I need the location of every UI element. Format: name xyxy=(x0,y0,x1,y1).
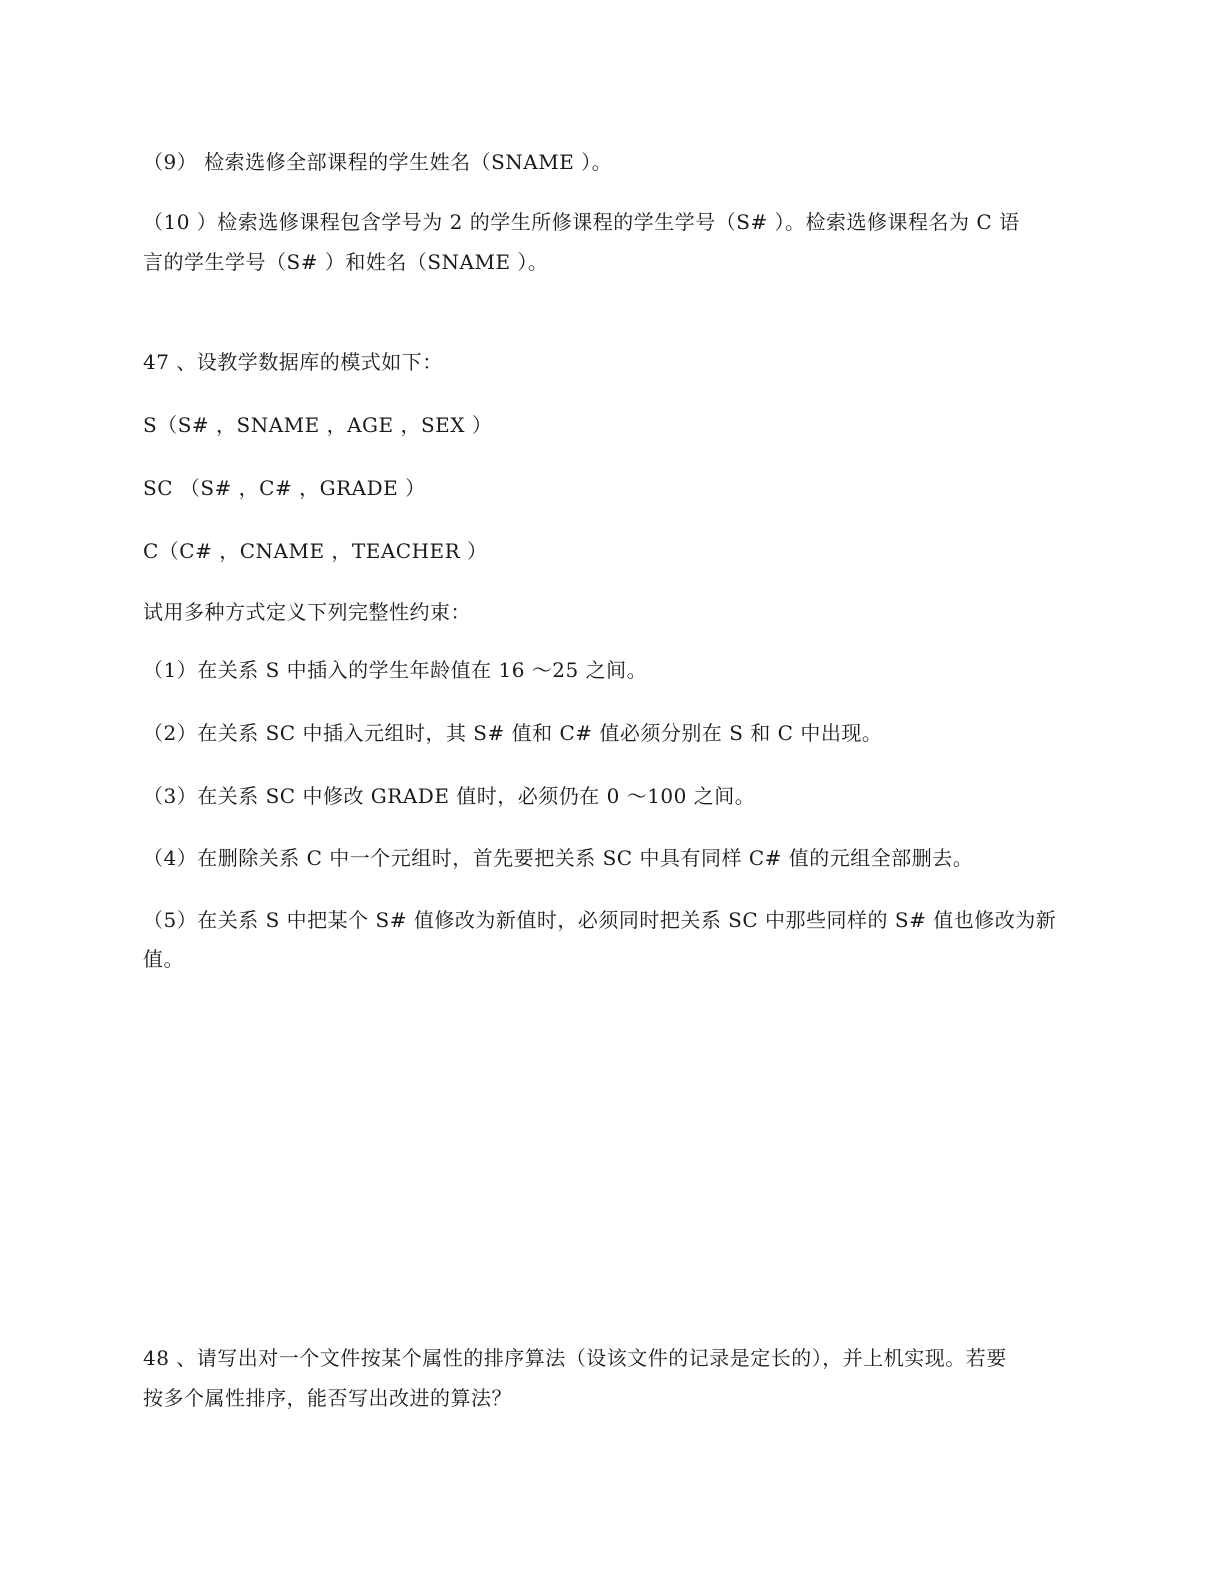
q47-item-5-line1: （5）在关系 S 中把某个 S# 值修改为新值时，必须同时把关系 SC 中那些同样的 S# 值也修改为新 xyxy=(143,908,1057,932)
q47-heading: 47 、设教学数据库的模式如下： xyxy=(143,350,443,374)
q47-item-5-line2: 值。 xyxy=(143,947,184,971)
q47-item-2: （2）在关系 SC 中插入元组时，其 S# 值和 C# 值必须分别在 S 和 C 中出现。 xyxy=(143,721,883,745)
q47-item-1: （1）在关系 S 中插入的学生年龄值在 16 ～25 之间。 xyxy=(143,658,648,682)
schema-s: S（S# ，SNAME ，AGE ，SEX ） xyxy=(143,413,493,437)
q47-instruction: 试用多种方式定义下列完整性约束： xyxy=(143,600,471,624)
q47-item-3: （3）在关系 SC 中修改 GRADE 值时，必须仍在 0 ～100 之间。 xyxy=(143,784,756,808)
q48-line1: 48 、请写出对一个文件按某个属性的排序算法（设该文件的记录是定长的），并上机实现。若要 xyxy=(143,1346,1007,1370)
schema-sc: SC （S# ，C# ，GRADE ） xyxy=(143,476,426,500)
q47-item-4: （4）在删除关系 C 中一个元组时，首先要把关系 SC 中具有同样 C# 值的元组全部删去。 xyxy=(143,846,974,870)
q48-line2: 按多个属性排序，能否写出改进的算法？ xyxy=(143,1386,512,1410)
q46-item-10-line1: （10 ）检索选修课程包含学号为 2 的学生所修课程的学生学号（S# ）。检索选修课程名为 C 语 xyxy=(143,210,1020,234)
q46-item-9: （9） 检索选修全部课程的学生姓名（SNAME ）。 xyxy=(143,150,613,174)
q46-item-10-line2: 言的学生学号（S# ）和姓名（SNAME ）。 xyxy=(143,250,549,274)
schema-c: C（C# ，CNAME ，TEACHER ） xyxy=(143,539,488,563)
